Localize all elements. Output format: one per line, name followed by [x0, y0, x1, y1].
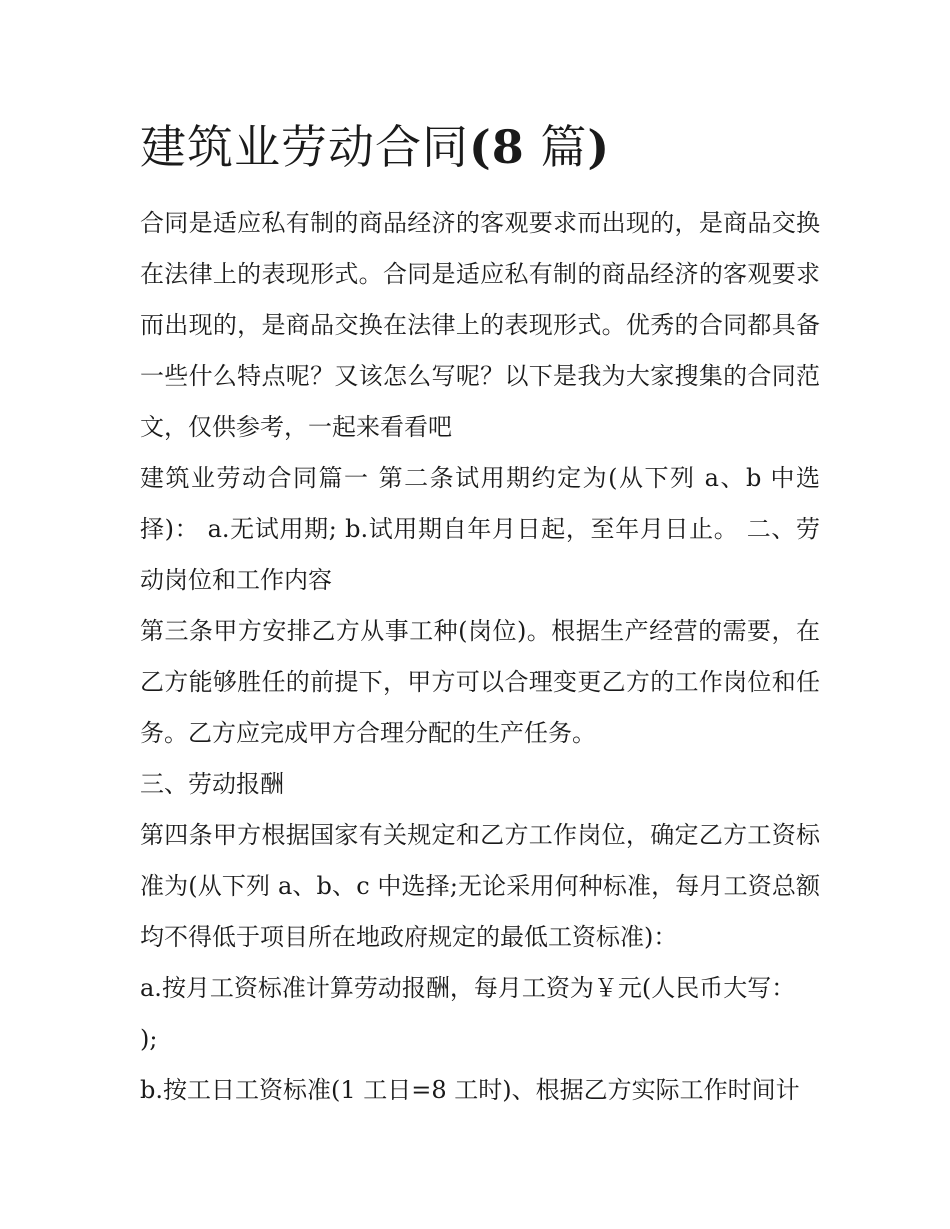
job-assignment-paragraph: 第三条甲方安排乙方从事工种(岗位)。根据生产经营的需要，在乙方能够胜任的前提下，甲方可以合理变更乙方的工作岗位和任务。乙方应完成甲方合理分配的生产任务。 [140, 617, 820, 747]
probation-clause-paragraph: 建筑业劳动合同篇一 第二条试用期约定为(从下列 a、b 中选择)： a.无试用期; b.试用期自年月日起，至年月日止。 二、劳动岗位和工作内容 [140, 464, 820, 594]
title-main: 建筑业劳动合同 [140, 120, 469, 174]
wage-standard-paragraph: 第四条甲方根据国家有关规定和乙方工作岗位，确定乙方工资标准为(从下列 a、b、c 中选择;无论采用何种标准，每月工资总额均不得低于项目所在地政府规定的最低工资标准)： [140, 821, 820, 951]
section-heading-remuneration: 三、劳动报酬 [140, 770, 284, 798]
document-page [140, 112, 820, 1116]
intro-paragraph: 合同是适应私有制的商品经济的客观要求而出现的，是商品交换在法律上的表现形式。合同是适应私有制的商品经济的客观要求而出现的，是商品交换在法律上的表现形式。优秀的合同都具备一些什么特点呢？又该怎么写呢？以下是我为大家搜集的合同范文，仅供参考，一起来看看吧 [140, 209, 820, 441]
document-title [140, 112, 820, 182]
document-body [140, 198, 820, 1116]
title-unit: 篇 [540, 120, 588, 174]
title-count: (8 [469, 120, 525, 174]
title-close: ) [587, 120, 611, 174]
monthly-wage-option: a.按月工资标准计算劳动报酬，每月工资为￥元(人民币大写： ); [140, 974, 796, 1053]
daily-wage-option: b.按工日工资标准(1 工日=8 工时)、根据乙方实际工作时间计 [140, 1076, 800, 1104]
